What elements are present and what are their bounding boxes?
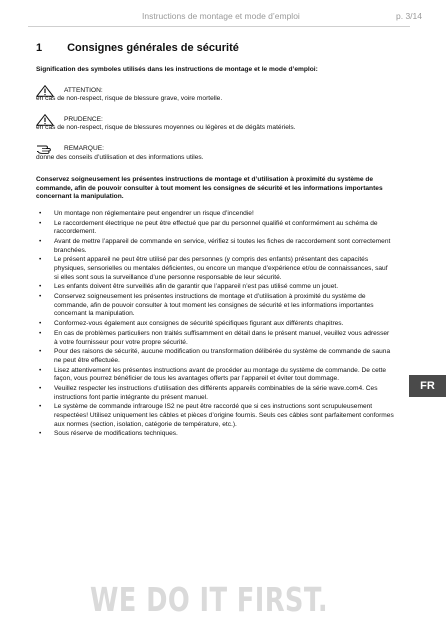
- list-item-text: Lisez attentivement les présentes instructions avant de procéder au montage du système de commande. De cette façon, vous pourrez bénéficier de tous les avantages offerts par l’appareil et éviter tout dommage.: [54, 366, 387, 383]
- safety-rules-list: [36, 210, 394, 439]
- bullet: •: [39, 238, 42, 246]
- list-item-text: Un montage non réglementaire peut engendrer un risque d’incendie!: [54, 209, 254, 217]
- list-item: [36, 256, 394, 282]
- list-item: [36, 330, 394, 347]
- section-number: 1: [36, 42, 43, 54]
- list-item: [36, 210, 394, 219]
- bullet: •: [39, 320, 42, 328]
- bullet: •: [39, 219, 42, 227]
- pointing-hand-icon: [36, 143, 54, 155]
- language-tab: FR: [409, 375, 446, 397]
- symbols-intro: Signification des symboles utilisés dans les instructions de montage et le mode d’emploi:: [36, 66, 318, 73]
- page-content: [36, 66, 394, 440]
- header-divider: [28, 26, 410, 27]
- symbol-label: PRUDENCE:: [64, 115, 103, 123]
- list-item-text: Pour des raisons de sécurité, aucune modification ou transformation délibérée du système de commande de sauna ne peut être effectuée.: [54, 348, 391, 364]
- list-item-text: Le raccordement électrique ne peut être effectué que par du personnel qualifié et conformément au schéma de raccordement.: [54, 219, 378, 236]
- symbol-note: [36, 145, 394, 162]
- list-item-text: Sous réserve de modifications techniques.: [54, 430, 178, 438]
- section-heading: [36, 42, 239, 54]
- list-item: [36, 293, 394, 319]
- symbol-attention: [36, 87, 394, 104]
- bullet: •: [39, 209, 42, 217]
- bullet: •: [39, 430, 42, 438]
- page-number: p. 3/14: [396, 11, 422, 21]
- bullet: •: [39, 385, 42, 393]
- list-item-text: Avant de mettre l’appareil de commande en service, vérifiez si toutes les fiches de raccordement sont correctement branchées.: [54, 238, 391, 254]
- bullet: •: [39, 256, 42, 264]
- list-item-text: Conformez-vous également aux consignes de sécurité spécifiques figurant aux différents chapitres.: [54, 320, 344, 328]
- list-item: [36, 348, 394, 365]
- bullet: •: [39, 283, 42, 291]
- bullet: •: [39, 348, 42, 356]
- symbol-description: donne des conseils d’utilisation et des informations utiles.: [36, 153, 204, 161]
- bullet: •: [39, 329, 42, 337]
- symbol-label: REMARQUE:: [64, 144, 104, 152]
- list-item: [36, 430, 394, 439]
- document-title: Instructions de montage et mode d’emploi: [142, 11, 300, 21]
- list-item: [36, 283, 394, 292]
- list-item-text: Conservez soigneusement les présentes instructions de montage et d’utilisation à proximité du système de commande, afin de pouvoir consulter à tout moment les consignes de sécurité et les informations importantes concernant la manipulation.: [54, 293, 374, 318]
- slogan-watermark: WE DO IT FIRST.: [90, 580, 329, 619]
- list-item: [36, 403, 394, 429]
- page-header: [40, 11, 422, 25]
- list-item-text: Le système de commande infrarouge IS2 ne peut être raccordé que si ces instructions sont scrupuleusement respectées! Utilisez uniquement les câbles et pièces d’origine fournis. Seuls ces câbles sont parfaitement conformes aux normes (section, isolation, catégorie de température, etc.).: [54, 403, 394, 428]
- list-item-text: En cas de problèmes particuliers non traités suffisamment en détail dans le présent manuel, veuillez vous adresser à votre fournisseur pour votre propre sécurité.: [54, 329, 390, 346]
- list-item: [36, 238, 394, 255]
- list-item-text: Les enfants doivent être surveillés afin de garantir que l’appareil n’est pas utilisé comme un jouet.: [54, 283, 339, 291]
- list-item-text: Veuillez respecter les instructions d’utilisation des différents appareils combinables de la série wave.com4. Ces instructions font partie intégrante du présent manuel.: [54, 385, 378, 401]
- bullet: •: [39, 403, 42, 411]
- symbol-caution: [36, 116, 394, 133]
- list-item-text: Le présent appareil ne peut être utilisé par des personnes (y compris des enfants) présentant des capacités physiques, sensorielles ou mentales déficientes, ou encore un manque d’expérience et/ou de connaissances, sauf si elles sont sous la surveillance d’une personne responsable de leur sécurité.: [54, 256, 388, 281]
- list-item: [36, 320, 394, 329]
- section-title: Consignes générales de sécurité: [67, 42, 239, 54]
- symbol-description: en cas de non-respect, risque de blessure grave, voire mortelle.: [36, 95, 223, 103]
- safety-notice: Conservez soigneusement les présentes instructions de montage et d’utilisation à proximité du système de commande, afin de pouvoir consulter à tout moment les consignes de sécurité et les informations importantes concernant la manipulation.: [36, 176, 383, 201]
- list-item: [36, 220, 394, 237]
- bullet: •: [39, 366, 42, 374]
- list-item: [36, 367, 394, 384]
- caution-triangle-icon: [36, 114, 54, 126]
- bullet: •: [39, 293, 42, 301]
- warning-triangle-icon: [36, 85, 54, 97]
- list-item: [36, 385, 394, 402]
- symbol-description: en cas de non-respect, risque de blessures moyennes ou légères et de dégâts matériels.: [36, 124, 296, 132]
- symbol-label: ATTENTION:: [64, 86, 103, 94]
